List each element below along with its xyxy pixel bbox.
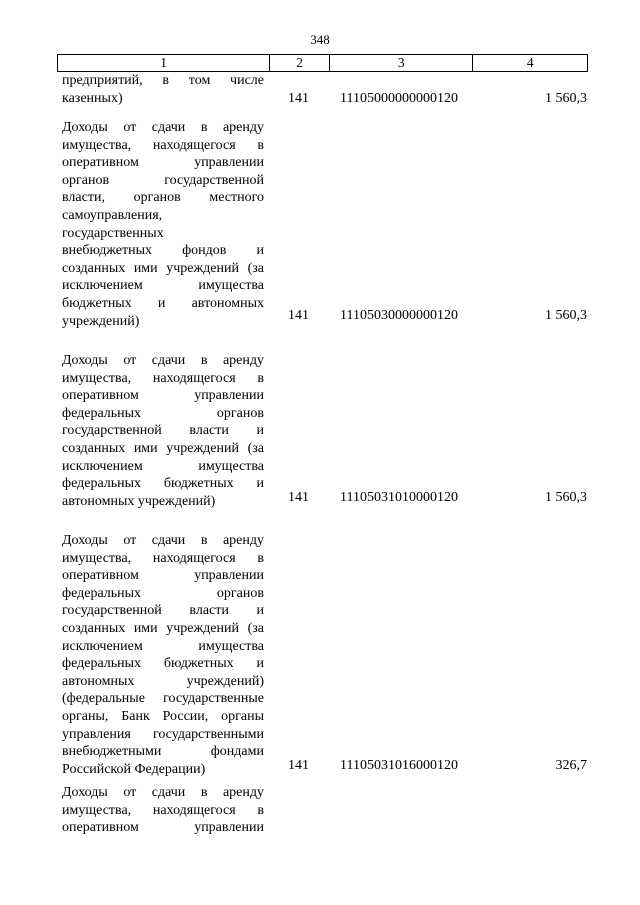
description-line: созданных ими учреждений (за	[62, 440, 264, 456]
description-line: государственной власти и	[62, 603, 264, 619]
header-col-2: 2	[270, 55, 330, 71]
header-col-3: 3	[330, 55, 473, 71]
description-line: бюджетных и автономных	[62, 295, 264, 311]
description-line: исключением имущества	[62, 278, 264, 294]
page-number: 348	[310, 32, 330, 47]
description-line: имущества, находящегося в	[62, 550, 264, 566]
row-amount: 1 560,3	[545, 91, 587, 106]
description-line: имущества, находящегося в	[62, 137, 264, 153]
description-line: Доходы от сдачи в аренду	[62, 120, 264, 135]
row-kbk: 11105031016000120	[340, 758, 458, 773]
row-kbk: 11105031010000120	[340, 490, 458, 505]
row-amount: 1 560,3	[545, 308, 587, 323]
description-line: имущества, находящегося в	[62, 802, 264, 818]
description-line: внебюджетных фондов и	[62, 243, 264, 259]
description-line: Российской Федерации)	[62, 761, 206, 777]
description-line: органов государственной	[62, 172, 264, 188]
header-col-4: 4	[526, 55, 534, 70]
description-line: власти, органов местного	[62, 190, 264, 206]
row-code: 141	[288, 91, 309, 106]
description-line: оперативном управлении	[62, 568, 264, 584]
row-description	[62, 352, 264, 510]
description-line: государственных	[62, 225, 164, 241]
row-kbk: 11105000000000120	[340, 91, 458, 106]
description-line: оперативном управлении	[62, 820, 264, 836]
description-line: учреждений)	[62, 313, 140, 329]
description-line: федеральных бюджетных и	[62, 656, 264, 672]
row-kbk: 11105030000000120	[340, 308, 458, 323]
description-line: исключением имущества	[62, 638, 264, 654]
row-code: 141	[288, 758, 309, 773]
description-line: созданных ими учреждений (за	[62, 260, 264, 276]
row-code: 141	[288, 490, 309, 505]
description-line: государственной власти и	[62, 423, 264, 439]
description-line: имущества, находящегося в	[62, 370, 264, 386]
description-line: предприятий, в том числе	[62, 73, 264, 88]
row-code: 141	[288, 308, 309, 323]
description-line: оперативном управлении	[62, 388, 264, 404]
description-line: управления государственными	[62, 726, 264, 742]
description-line: самоуправления,	[62, 207, 163, 223]
description-line: автономных учреждений)	[62, 493, 216, 509]
row-description	[62, 532, 264, 778]
description-line: органы, Банк России, органы	[62, 708, 264, 724]
row-description	[62, 784, 264, 837]
description-line: федеральных органов	[62, 405, 264, 421]
table-header	[57, 54, 588, 72]
description-line: автономных учреждений)	[62, 673, 264, 689]
description-line: (федеральные государственные	[62, 691, 264, 707]
description-line: Доходы от сдачи в аренду	[62, 785, 264, 800]
row-amount: 1 560,3	[545, 490, 587, 505]
row-description	[62, 72, 264, 107]
description-line: исключением имущества	[62, 458, 264, 474]
description-line: федеральных бюджетных и	[62, 476, 264, 492]
description-line: внебюджетными фондами	[62, 744, 264, 760]
description-line: казенных)	[62, 90, 123, 106]
description-line: Доходы от сдачи в аренду	[62, 533, 264, 548]
row-amount: 326,7	[555, 758, 587, 773]
row-description	[62, 119, 264, 330]
header-col-1: 1	[58, 55, 270, 71]
description-line: оперативном управлении	[62, 155, 264, 171]
description-line: федеральных органов	[62, 585, 264, 601]
description-line: Доходы от сдачи в аренду	[62, 353, 264, 368]
description-line: созданных ими учреждений (за	[62, 620, 264, 636]
